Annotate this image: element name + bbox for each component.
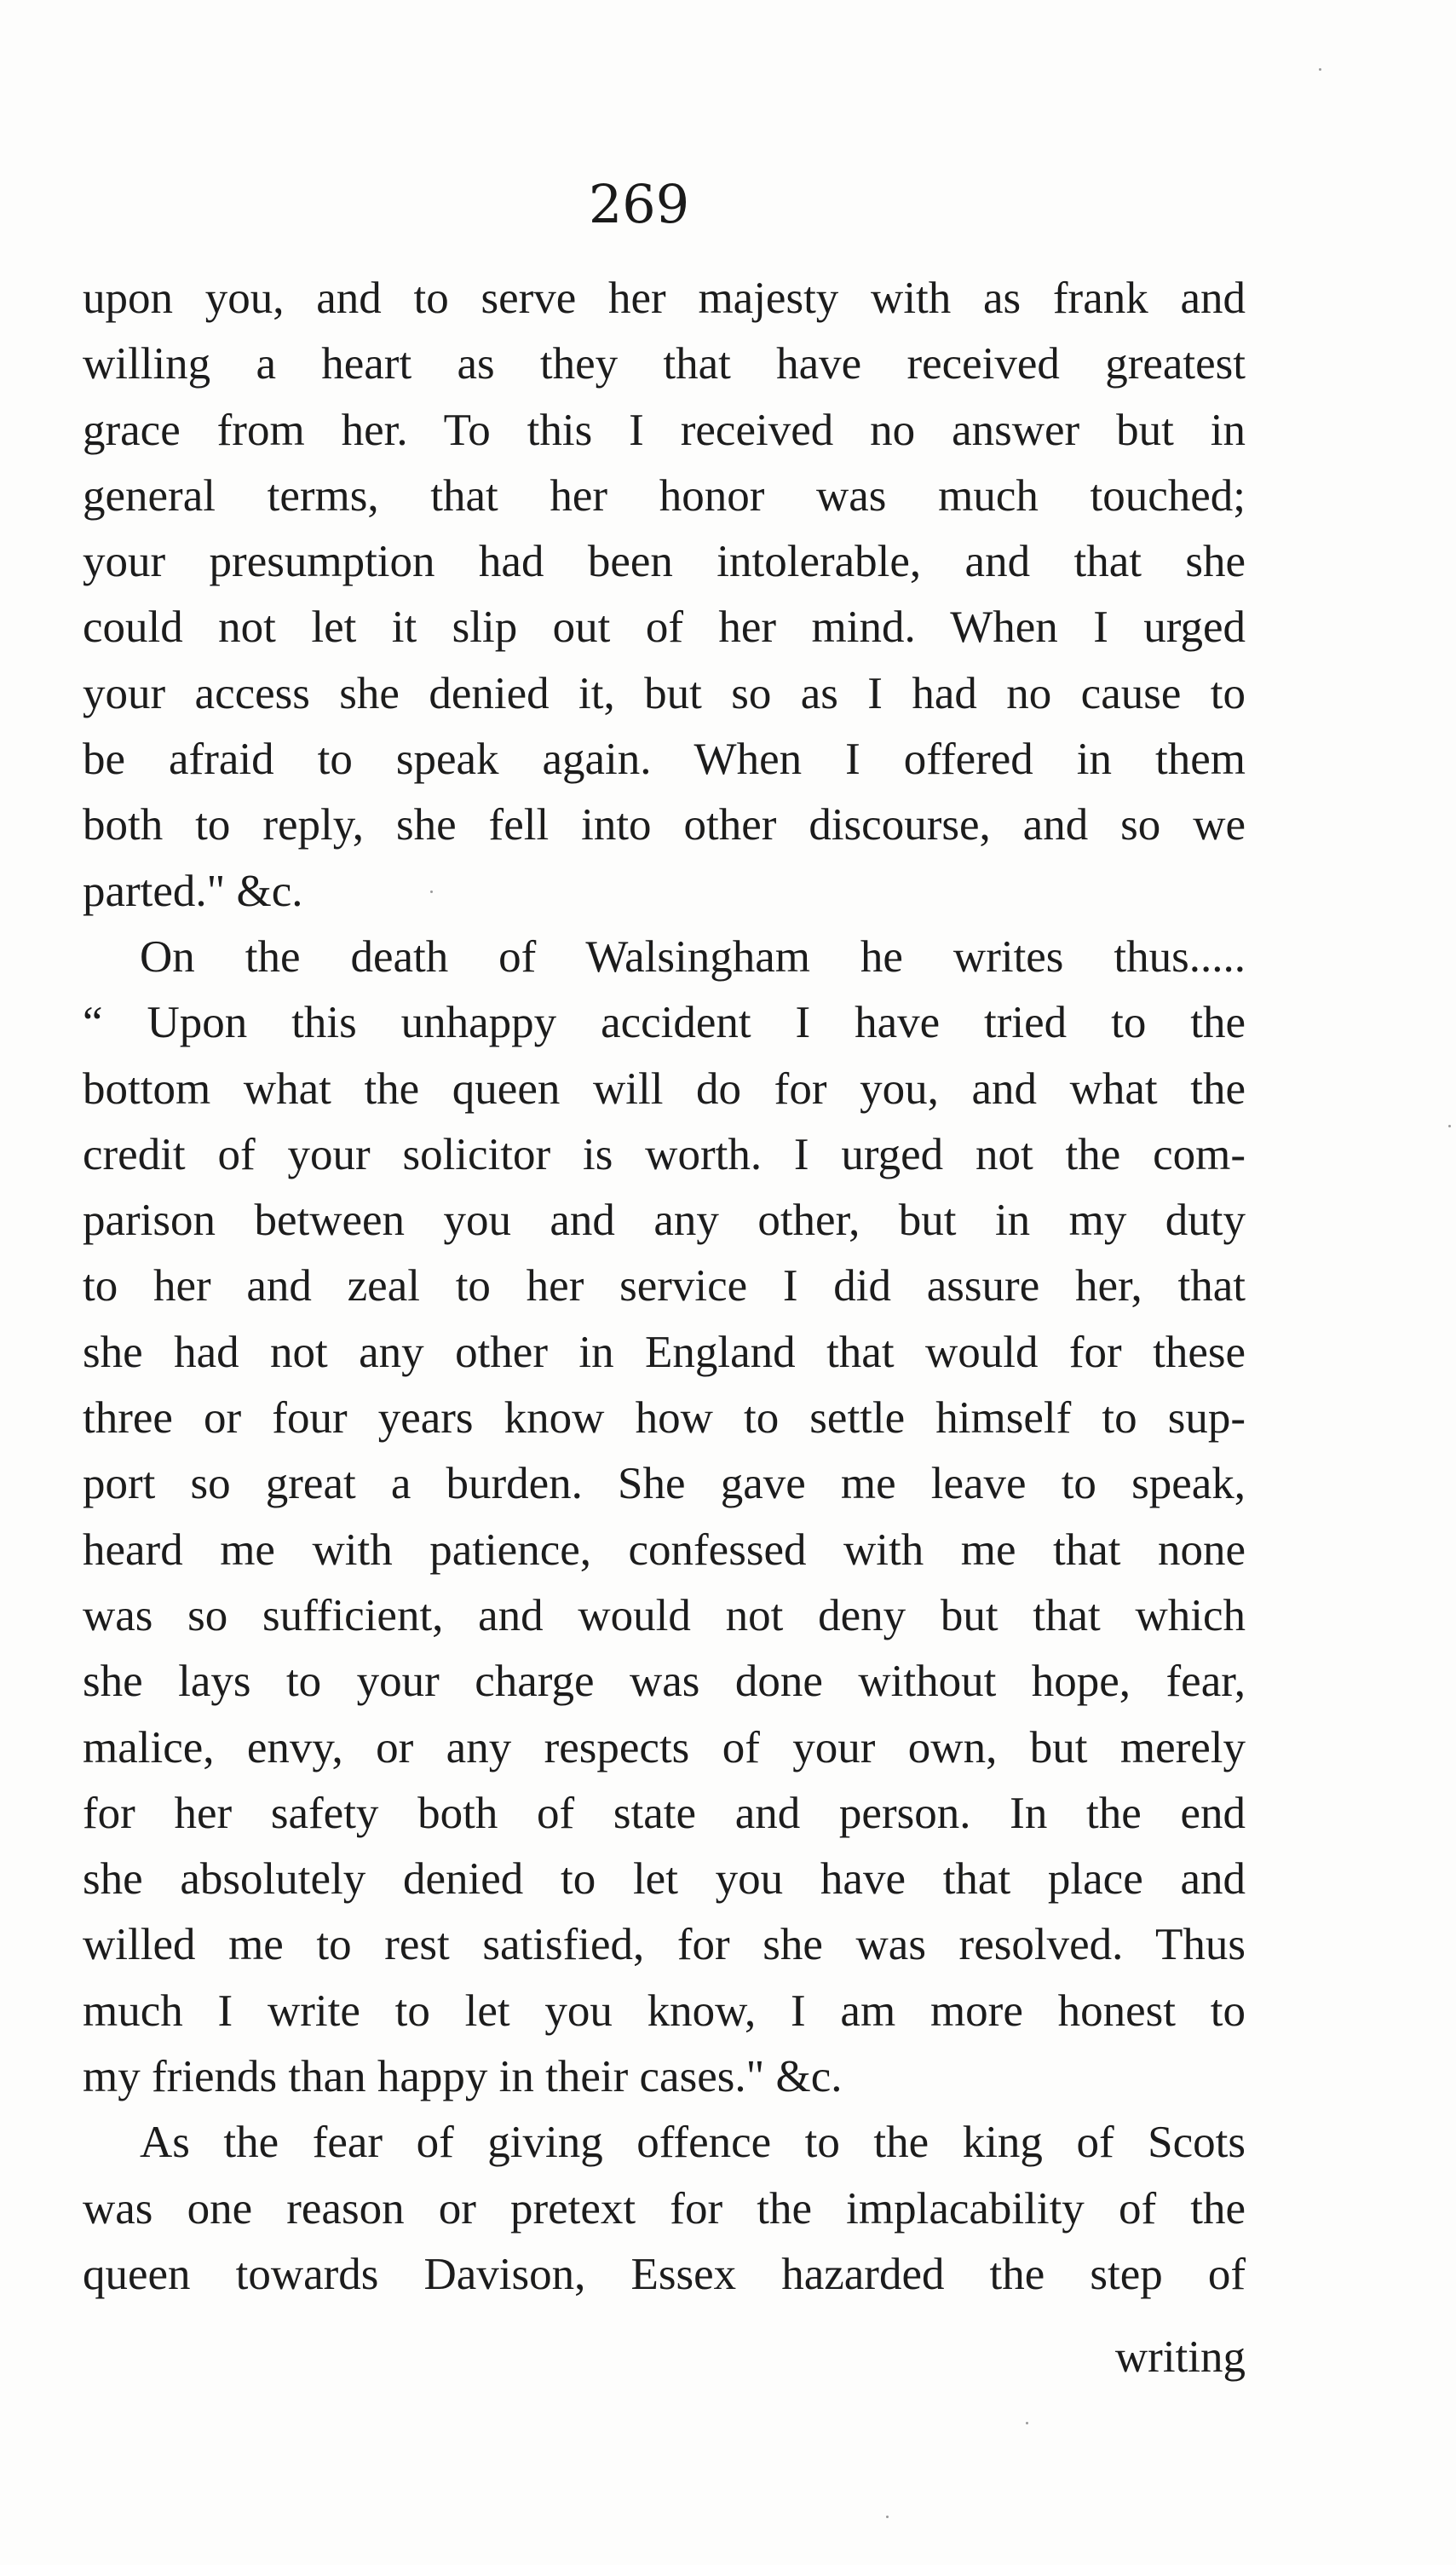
text-line: On the death of Walsingham he writes thus..... (140, 931, 1246, 982)
text-line: much I write to let you know, I am more honest to (83, 1986, 1246, 2036)
paper-speck (1448, 1125, 1451, 1127)
text-line: was one reason or pretext for the implacability of the (83, 2183, 1246, 2234)
text-line: credit of your solicitor is worth. I urged not the com- (83, 1129, 1246, 1179)
text-line: for her safety both of state and person. In the end (83, 1788, 1246, 1838)
text-line: was so sufficient, and would not deny but that which (83, 1590, 1246, 1640)
text-line: three or four years know how to settle himself to sup- (83, 1393, 1246, 1444)
text-line: general terms, that her honor was much touched; (83, 470, 1246, 521)
text-line: parison between you and any other, but in my duty (83, 1196, 1246, 1246)
text-line: could not let it slip out of her mind. When I urged (83, 602, 1246, 653)
text-line: your presumption had been intolerable, and that she (83, 537, 1246, 587)
paper-speck (1319, 68, 1321, 71)
text-line: upon you, and to serve her majesty with as frank and (83, 274, 1246, 323)
text-line: she absolutely denied to let you have that place and (83, 1854, 1246, 1905)
text-line: parted." &c. (83, 866, 303, 916)
text-line: willed me to rest satisfied, for she was resolved. Thus (83, 1920, 1246, 1970)
text-line: both to reply, she fell into other discourse, and so we (83, 800, 1246, 850)
catchword: writing (1114, 2332, 1246, 2382)
paper-speck (430, 891, 433, 893)
text-line: “ Upon this unhappy accident I have tried to the (83, 998, 1246, 1048)
paper-speck (886, 2516, 889, 2518)
text-line: port so great a burden. She gave me leave to speak, (83, 1459, 1246, 1509)
text-line: malice, envy, or any respects of your own, but merely (83, 1722, 1246, 1772)
body-text (83, 266, 1246, 2308)
text-line: grace from her. To this I received no answer but in (83, 405, 1246, 455)
text-line: to her and zeal to her service I did assure her, that (83, 1261, 1246, 1311)
text-line: As the fear of giving offence to the king of Scots (140, 2118, 1246, 2168)
text-line: she lays to your charge was done without hope, fear, (83, 1657, 1246, 1707)
text-line: be afraid to speak again. When I offered in them (83, 735, 1246, 785)
paper-speck (1026, 2422, 1028, 2424)
text-line: queen towards Davison, Essex hazarded the step of (83, 2249, 1246, 2299)
text-line: willing a heart as they that have received greatest (83, 339, 1246, 389)
text-line: heard me with patience, confessed with me that none (83, 1525, 1246, 1575)
page-number: 269 (588, 173, 690, 235)
text-line: your access she denied it, but so as I had no cause to (83, 668, 1246, 718)
text-line: she had not any other in England that would for these (83, 1327, 1246, 1377)
text-line: bottom what the queen will do for you, and what the (83, 1063, 1246, 1114)
text-line: my friends than happy in their cases." &c. (83, 2052, 843, 2102)
